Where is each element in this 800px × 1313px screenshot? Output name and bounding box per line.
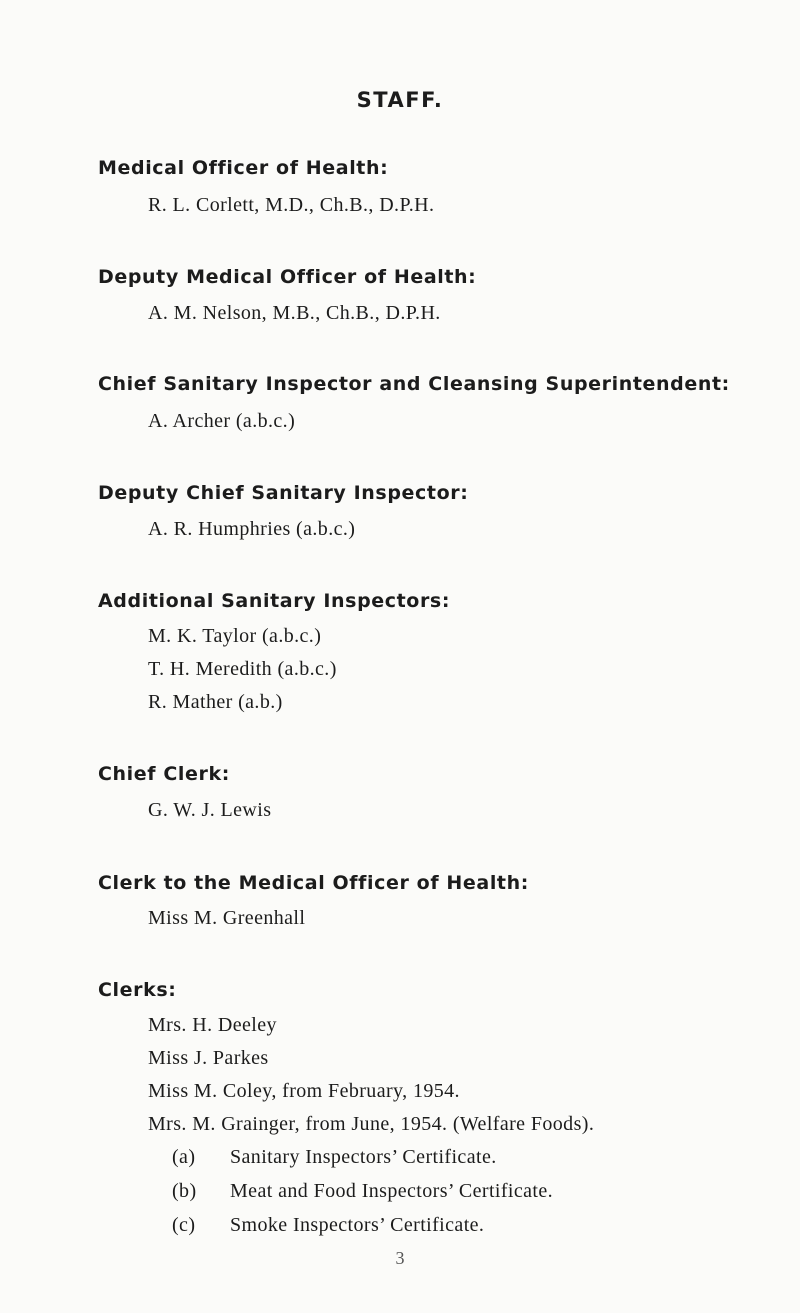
footnote-text: Sanitary Inspectors’ Certificate. — [230, 1146, 497, 1168]
section-heading-deputy-chief-sanitary-inspector: Deputy Chief Sanitary Inspector: — [98, 482, 469, 504]
footnote — [172, 1146, 497, 1169]
staff-name: Miss J. Parkes — [148, 1047, 269, 1069]
section-heading-chief-sanitary-inspector: Chief Sanitary Inspector and Cleansing Superintendent: — [98, 373, 730, 395]
section-heading-additional-sanitary-inspectors: Additional Sanitary Inspectors: — [98, 590, 451, 612]
staff-name: T. H. Meredith (a.b.c.) — [148, 658, 337, 680]
footnote-key: (a) — [172, 1146, 196, 1168]
page-title: STAFF. — [356, 88, 444, 112]
section-heading-clerks: Clerks: — [98, 979, 177, 1001]
staff-name: Miss M. Coley, from February, 1954. — [148, 1080, 460, 1102]
staff-name: A. R. Humphries (a.b.c.) — [148, 518, 356, 540]
section-heading-medical-officer: Medical Officer of Health: — [98, 157, 389, 179]
staff-name: Mrs. M. Grainger, from June, 1954. (Welfare Foods). — [148, 1113, 595, 1135]
staff-name: G. W. J. Lewis — [148, 799, 272, 821]
section-heading-deputy-medical-officer: Deputy Medical Officer of Health: — [98, 266, 477, 288]
staff-name: M. K. Taylor (a.b.c.) — [148, 625, 322, 647]
staff-name: A. M. Nelson, M.B., Ch.B., D.P.H. — [148, 302, 441, 324]
staff-name: Miss M. Greenhall — [148, 907, 306, 929]
staff-name: Mrs. H. Deeley — [148, 1014, 277, 1036]
footnote — [172, 1180, 553, 1203]
staff-name: R. L. Corlett, M.D., Ch.B., D.P.H. — [148, 194, 435, 216]
page-number: 3 — [395, 1248, 405, 1268]
staff-name: A. Archer (a.b.c.) — [148, 410, 296, 432]
footnote-text: Smoke Inspectors’ Certificate. — [230, 1214, 485, 1236]
footnote-key: (c) — [172, 1214, 196, 1236]
footnote-text: Meat and Food Inspectors’ Certificate. — [230, 1180, 554, 1202]
staff-name: R. Mather (a.b.) — [148, 691, 283, 713]
footnote-key: (b) — [172, 1180, 197, 1202]
footnote — [172, 1214, 484, 1237]
section-heading-clerk-to-moh: Clerk to the Medical Officer of Health: — [98, 872, 529, 894]
section-heading-chief-clerk: Chief Clerk: — [98, 763, 230, 785]
